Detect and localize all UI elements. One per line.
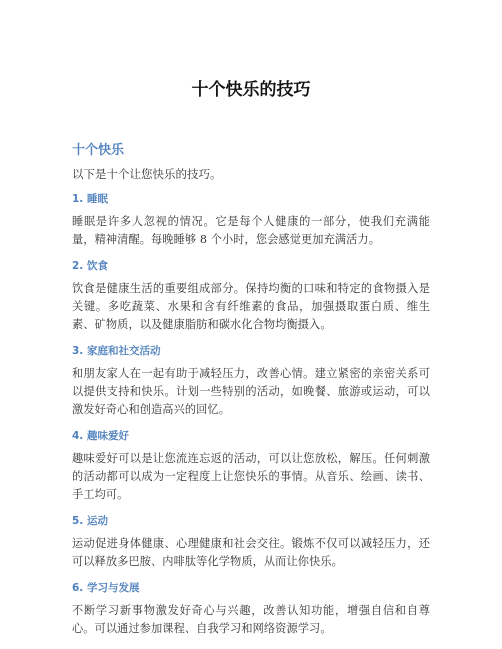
tip-body: 和朋友家人在一起有助于减轻压力，改善心情。建立紧密的亲密关系可以提供支持和快乐。计划一些特别的活动，如晚餐、旅游或运动，可以激发好奇心和创造高兴的回忆。 bbox=[72, 367, 430, 416]
tip-item-learning bbox=[72, 580, 430, 638]
tip-body: 趣味爱好可以是让您流连忘返的活动，可以让您放松，解压。任何刺激的活动都可以成为一定程度上让您快乐的事情。从音乐、绘画、读书、手工均可。 bbox=[72, 452, 430, 501]
intro-paragraph: 以下是十个让您快乐的技巧。 bbox=[72, 167, 222, 181]
tip-item-family-social bbox=[72, 343, 430, 419]
tip-heading: 2. 饮食 bbox=[72, 260, 108, 272]
tip-heading: 4. 趣味爱好 bbox=[72, 430, 129, 442]
tip-heading: 6. 学习与发展 bbox=[72, 582, 140, 594]
tip-body: 运动促进身体健康、心理健康和社会交往。锻炼不仅可以减轻压力，还可以释放多巴胺、内啡肽等化学物质，从而让你快乐。 bbox=[72, 537, 430, 568]
tip-item-hobbies bbox=[72, 428, 430, 504]
tip-heading: 5. 运动 bbox=[72, 515, 108, 527]
tip-body: 饮食是健康生活的重要组成部分。保持均衡的口味和特定的食物摄入是关键。多吃蔬菜、水果和含有纤维素的食品，加强摄取蛋白质、维生素、矿物质，以及健康脂肪和碳水化合物均衡摄入。 bbox=[72, 282, 430, 331]
tip-heading: 1. 睡眠 bbox=[72, 193, 108, 205]
tip-item-diet bbox=[72, 258, 430, 334]
tip-item-exercise bbox=[72, 513, 430, 571]
tip-body: 不断学习新事物激发好奇心与兴趣，改善认知功能，增强自信和自尊心。可以通过参加课程、自我学习和网络资源学习。 bbox=[72, 604, 430, 635]
tip-item-sleep bbox=[72, 191, 430, 249]
tip-heading: 3. 家庭和社交活动 bbox=[72, 345, 161, 357]
section-heading: 十个快乐 bbox=[72, 143, 125, 158]
tip-body: 睡眠是许多人忽视的情况。它是每个人健康的一部分，使我们充满能量，精神清醒。每晚睡够 8 个小时，您会感觉更加充满活力。 bbox=[72, 215, 430, 246]
document-title: 十个快乐的技巧 bbox=[191, 80, 311, 100]
document-content bbox=[72, 142, 430, 647]
